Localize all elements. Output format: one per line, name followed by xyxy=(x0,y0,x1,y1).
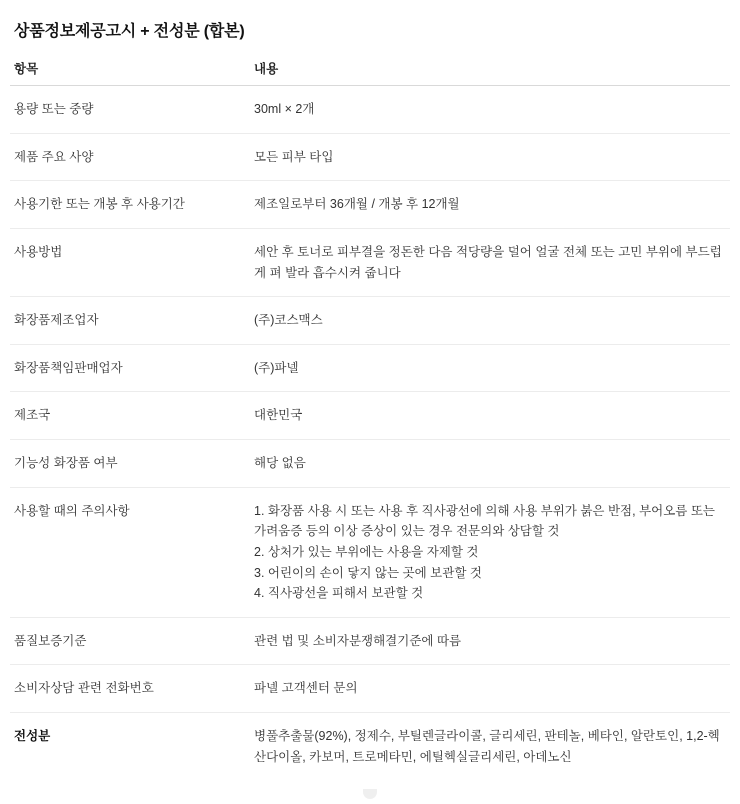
row-label: 소비자상담 관련 전화번호 xyxy=(10,665,250,713)
row-label: 제품 주요 사양 xyxy=(10,133,250,181)
row-value xyxy=(250,133,730,181)
column-header-value: 내용 xyxy=(250,53,730,86)
table-row xyxy=(10,713,730,781)
row-value xyxy=(250,665,730,713)
row-value xyxy=(250,181,730,229)
row-label: 전성분 xyxy=(10,713,250,781)
table-row xyxy=(10,665,730,713)
row-label: 제조국 xyxy=(10,392,250,440)
row-value-line: 병풀추출물(92%), 정제수, 부틸렌글라이콜, 글리세린, 판테놀, 베타인, 알란토인, 1,2-헥산다이올, 카보머, 트로메타민, 에틸헥실글리세린, 아데노신 xyxy=(254,729,720,764)
table-header xyxy=(10,53,730,86)
table-row xyxy=(10,440,730,488)
row-value-line: 4. 직사광선을 피해서 보관할 것 xyxy=(254,586,424,601)
row-value xyxy=(250,344,730,392)
row-label: 화장품책임판매업자 xyxy=(10,344,250,392)
table-header-row xyxy=(10,53,730,86)
table-row xyxy=(10,617,730,665)
row-label: 기능성 화장품 여부 xyxy=(10,440,250,488)
row-label: 품질보증기준 xyxy=(10,617,250,665)
row-value xyxy=(250,440,730,488)
row-value-line: 세안 후 토너로 피부결을 정돈한 다음 적당량을 덜어 얼굴 전체 또는 고민 부위에 부드럽게 펴 발라 흡수시켜 줍니다 xyxy=(254,244,722,280)
rounded-shape-icon xyxy=(363,789,377,799)
row-value xyxy=(250,713,730,781)
row-value-line: (주)코스맥스 xyxy=(254,313,323,328)
row-value-line: 30ml × 2개 xyxy=(254,102,315,116)
row-value-line: 2. 상처가 있는 부위에는 사용을 자제할 것 xyxy=(254,544,479,559)
column-header-label: 항목 xyxy=(10,53,250,86)
row-value-line: 파넬 고객센터 문의 xyxy=(254,681,358,696)
row-value xyxy=(250,228,730,296)
page-title: 상품정보제공고시 + 전성분 (합본) xyxy=(14,23,245,40)
row-label: 사용할 때의 주의사항 xyxy=(10,487,250,617)
row-value-line: 모든 피부 타입 xyxy=(254,149,334,164)
row-label: 사용기한 또는 개봉 후 사용기간 xyxy=(10,181,250,229)
row-value xyxy=(250,487,730,617)
row-value-line: 해당 없음 xyxy=(254,456,306,470)
row-value-line: 3. 어린이의 손이 닿지 않는 곳에 보관할 것 xyxy=(254,565,482,580)
row-value xyxy=(250,392,730,440)
page-bottom-marker xyxy=(10,786,730,804)
row-value-line: 관련 법 및 소비자분쟁해결기준에 따름 xyxy=(254,633,462,648)
table-row xyxy=(10,86,730,134)
product-spec-table xyxy=(10,53,730,780)
table-row xyxy=(10,297,730,345)
row-label: 사용방법 xyxy=(10,228,250,296)
table-row xyxy=(10,487,730,617)
row-label: 용량 또는 중량 xyxy=(10,86,250,134)
row-value-line: 제조일로부터 36개월 / 개봉 후 12개월 xyxy=(254,197,460,212)
row-value xyxy=(250,86,730,134)
row-value-line: 1. 화장품 사용 시 또는 사용 후 직사광선에 의해 사용 부위가 붉은 반점, 부어오름 또는 가려움증 등의 이상 증상이 있는 경우 전문의와 상담할 것 xyxy=(254,503,715,539)
table-row xyxy=(10,133,730,181)
table-row xyxy=(10,228,730,296)
table-row xyxy=(10,344,730,392)
table-row xyxy=(10,181,730,229)
table-row xyxy=(10,392,730,440)
row-value xyxy=(250,297,730,345)
row-value-line: 대한민국 xyxy=(254,408,303,423)
row-value xyxy=(250,617,730,665)
row-label: 화장품제조업자 xyxy=(10,297,250,345)
table-body xyxy=(10,86,730,781)
row-value-line: (주)파넬 xyxy=(254,360,299,375)
